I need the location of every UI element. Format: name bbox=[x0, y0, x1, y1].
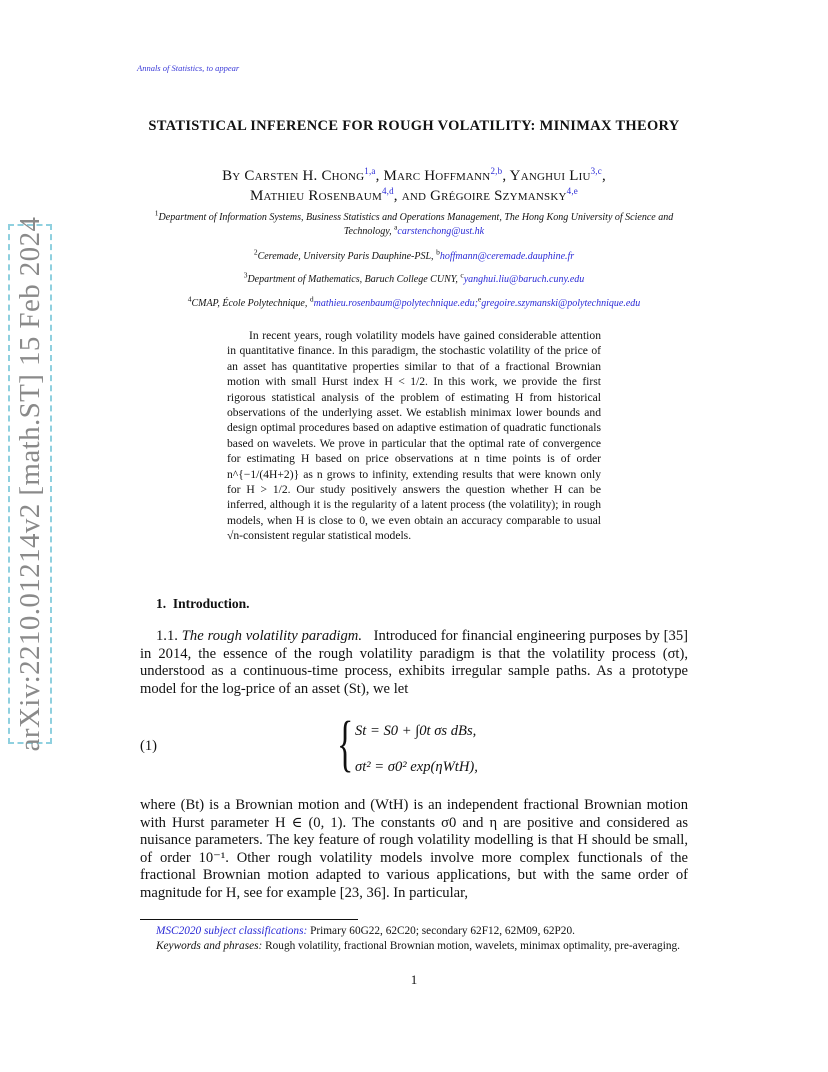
email-link[interactable]: yanghui.liu@baruch.cuny.edu bbox=[463, 274, 585, 285]
author-list: By Carsten H. Chong$^{1,a}$, Marc Hoffmann$^{2,b}$, Yanghui Liu$^{3,c}$, Mathieu Rosenbaum$^{4,d}$, and Grégoire Szymansky$^{4,e}$ bbox=[222, 166, 606, 204]
email-link[interactable]: mathieu.rosenbaum@polytechnique.edu; bbox=[313, 298, 478, 309]
author-name: Mathieu Rosenbaum bbox=[250, 188, 382, 204]
arxiv-stamp[interactable]: arXiv:2210.01214v2 [math.ST] 15 Feb 2024 bbox=[8, 224, 52, 744]
running-head: Annals of Statistics, to appear bbox=[137, 63, 240, 73]
page-number: 1 bbox=[410, 972, 418, 987]
equation-line-2: σt² = σ0² exp(ηWtH), bbox=[355, 759, 478, 775]
affiliation-1: $^1$Department of Information Systems, Business Statistics and Operations Management, The Hong Kong University of Science and Technology, $^a$carstenchong@ust.hk bbox=[154, 208, 674, 237]
affiliation-3: $^3$Department of Mathematics, Baruch College CUNY, $^c$yanghui.liu@baruch.cuny.edu bbox=[243, 270, 585, 285]
footnote-msc: MSC2020 subject classifications: Primary 60G22, 62C20; secondary 62F12, 62M09, 62P20. bbox=[156, 925, 575, 937]
affiliation-4: $^4$CMAP, École Polytechnique, $^d$mathieu.rosenbaum@polytechnique.edu;$^e$gregoire.szymanski@polytechnique.edu bbox=[187, 294, 641, 309]
paper-title: STATISTICAL INFERENCE FOR ROUGH VOLATILITY: MINIMAX THEORY bbox=[148, 118, 680, 134]
equation-block bbox=[337, 710, 537, 783]
paragraph-text: where (Bt) is a Brownian motion and (WtH) is an independent fractional Brownian motion with Hurst parameter H ∈ (0, 1). The constants σ0 and η are positive and considered as nuisance parameters. The key feature of rough volatility modelling is that H should be small, of order 10⁻¹. Other rough volatility models involve more complex functionals of the fractional Brownian motion adapted to various applications, but with the same order of magnitude for H, see for example [23, 36]. In particular, bbox=[140, 797, 688, 901]
author-name: Yanghui Liu bbox=[509, 168, 591, 184]
affiliation-2: $^2$Ceremade, University Paris Dauphine-PSL, $^b$hoffmann@ceremade.dauphine.fr bbox=[253, 247, 575, 262]
email-link[interactable]: hoffmann@ceremade.dauphine.fr bbox=[439, 251, 575, 262]
equation-line-1: St = S0 + ∫0t σs dBs, bbox=[355, 723, 477, 739]
footnote-rule bbox=[140, 919, 358, 920]
section-heading: 1. Introduction. bbox=[156, 596, 250, 611]
paragraph-text: Introduced for financial engineering purposes by [35] in 2014, the essence of the rough volatility paradigm is that the volatility process (σt), understood as a continuous-time process, exhibits irregular sample paths. As a prototype model for the log-price of an asset (St), we let bbox=[140, 628, 688, 697]
abstract-text: In recent years, rough volatility models have gained considerable attention in quantitative finance. In this paradigm, the stochastic volatility of the price of an asset has quantitative properties similar to that of a fractional Brownian motion with small Hurst index H < 1/2. In this work, we provide the first rigorous statistical analysis of the problem of estimating H from historical observations of the underlying asset. We establish minimax lower bounds and design optimal procedures based on adaptive estimation of quadratic functionals based on wavelets. We prove in particular that the optimal rate of convergence for estimating H based on price observations at n time points is of order n^{−1/(4H+2)} as n grows to infinity, extending results that were known only for H > 1/2. Our study positively answers the question whether H can be inferred, although it is the regularity of a latent process (the volatility); in rough models, when H is close to 0, we even obtain an accuracy comparable to usual √n-consistent regular statistical models. bbox=[227, 329, 601, 543]
subsection-number: 1.1. bbox=[156, 628, 178, 644]
email-link[interactable]: gregoire.szymanski@polytechnique.edu bbox=[481, 298, 641, 309]
email-link[interactable]: carstenchong@ust.hk bbox=[397, 226, 485, 237]
author-name: Carsten H. Chong bbox=[244, 168, 365, 184]
abstract bbox=[227, 328, 601, 544]
brace-symbol: { bbox=[337, 710, 354, 778]
equation-number: (1) bbox=[140, 738, 158, 754]
intro-paragraph bbox=[140, 628, 688, 698]
subsection-title: The rough volatility paradigm. bbox=[181, 628, 362, 644]
author-name: Grégoire Szymansky bbox=[430, 188, 567, 204]
author-name: Marc Hoffmann bbox=[383, 168, 491, 184]
msc-link[interactable]: MSC2020 subject classifications: bbox=[156, 925, 308, 937]
body-paragraph bbox=[140, 797, 688, 903]
footnote-keywords: Keywords and phrases: Rough volatility, fractional Brownian motion, wavelets, minimax optimality, pre-averaging. bbox=[156, 940, 680, 952]
